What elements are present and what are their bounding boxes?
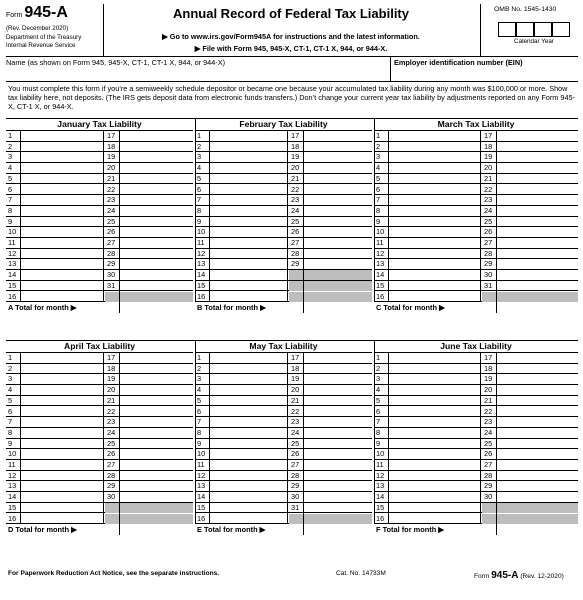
month-block-2	[195, 119, 372, 314]
day-number: 5	[376, 395, 381, 405]
day-number: 5	[376, 173, 381, 183]
day-number: 9	[8, 438, 13, 448]
calendar-year-box[interactable]	[498, 22, 570, 45]
form-header	[6, 4, 578, 56]
day-number: 7	[8, 195, 13, 205]
month-title: February Tax Liability	[195, 119, 372, 131]
day-number: 24	[291, 205, 300, 215]
day-number: 24	[484, 427, 493, 437]
day-number: 12	[197, 248, 206, 258]
day-number: 4	[376, 163, 381, 173]
day-number: 24	[484, 205, 493, 215]
day-number: 14	[376, 270, 385, 280]
day-number: 26	[484, 227, 493, 237]
total-for-month-label: F Total for month ▶	[376, 525, 444, 535]
day-number: 10	[8, 449, 17, 459]
day-number: 1	[8, 353, 13, 362]
day-number: 19	[484, 374, 493, 384]
year-digit-3[interactable]	[534, 22, 552, 37]
day-number: 2	[197, 141, 202, 151]
column-line	[287, 353, 288, 524]
day-number: 16	[8, 291, 17, 301]
column-line	[480, 131, 481, 302]
day-number: 5	[8, 173, 13, 183]
calendar-year-label: Calendar Year	[498, 36, 570, 45]
day-number: 11	[8, 460, 16, 469]
day-number: 22	[107, 184, 116, 194]
footer-form-number: Form 945-A (Rev. 12-2020)	[474, 570, 564, 581]
day-number: 13	[376, 259, 385, 269]
day-number: 29	[107, 481, 116, 491]
day-number: 27	[291, 460, 300, 469]
column-line	[287, 131, 288, 302]
department-label: Department of the Treasury Internal Revenue Service	[6, 34, 82, 49]
day-number: 12	[8, 248, 17, 258]
month-title: January Tax Liability	[6, 119, 193, 131]
day-number: 11	[197, 238, 205, 247]
day-number: 29	[291, 259, 300, 269]
day-number: 23	[484, 195, 493, 205]
day-number: 31	[484, 280, 493, 290]
day-number: 26	[291, 227, 300, 237]
total-for-month-field[interactable]	[119, 302, 193, 313]
day-number: 17	[484, 353, 493, 362]
total-for-month-label: E Total for month ▶	[197, 525, 266, 535]
day-number: 6	[376, 184, 381, 194]
day-number: 21	[484, 173, 493, 183]
month-block-3	[374, 119, 578, 314]
day-number: 11	[376, 460, 384, 469]
day-number: 3	[376, 374, 381, 384]
day-number: 14	[376, 492, 385, 502]
day-number: 13	[197, 481, 206, 491]
day-number: 2	[8, 141, 13, 151]
day-number: 11	[8, 238, 16, 247]
day-number: 14	[8, 492, 17, 502]
day-number: 15	[376, 280, 385, 290]
day-number: 29	[107, 259, 116, 269]
day-number: 7	[8, 417, 13, 427]
day-number: 30	[107, 492, 116, 502]
month-title: March Tax Liability	[374, 119, 578, 131]
day-number: 27	[107, 460, 116, 469]
day-number: 8	[8, 427, 13, 437]
day-number: 20	[484, 163, 493, 173]
day-number: 13	[8, 481, 17, 491]
day-number: 23	[107, 417, 116, 427]
day-number: 25	[484, 216, 493, 226]
day-number: 20	[484, 385, 493, 395]
day-number: 28	[107, 248, 116, 258]
month-title: June Tax Liability	[374, 341, 578, 353]
day-number: 2	[376, 141, 381, 151]
day-number: 1	[197, 353, 202, 362]
amount-column-2[interactable]	[304, 353, 371, 524]
day-number: 20	[291, 385, 300, 395]
day-number: 6	[197, 406, 202, 416]
day-number: 30	[107, 270, 116, 280]
total-for-month-label: B Total for month ▶	[197, 303, 266, 313]
day-number: 2	[376, 363, 381, 373]
day-number: 30	[291, 492, 300, 502]
day-number: 5	[197, 395, 202, 405]
amount-column-2[interactable]	[120, 353, 192, 524]
day-number: 26	[107, 227, 116, 237]
day-number: 9	[376, 216, 381, 226]
amount-column-1[interactable]	[389, 353, 479, 524]
day-number: 5	[8, 395, 13, 405]
day-number: 3	[8, 374, 13, 384]
day-number: 25	[107, 216, 116, 226]
day-number: 23	[484, 417, 493, 427]
day-number: 20	[291, 163, 300, 173]
day-number: 18	[484, 141, 493, 151]
day-number: 28	[291, 470, 300, 480]
total-for-month-field[interactable]	[496, 302, 578, 313]
day-number: 7	[197, 195, 202, 205]
day-number: 18	[107, 141, 116, 151]
form-title: Annual Record of Federal Tax Liability	[173, 6, 409, 21]
day-number: 12	[376, 470, 385, 480]
day-number: 3	[376, 152, 381, 162]
day-number: 7	[376, 417, 381, 427]
month-block-5	[195, 341, 372, 536]
day-number: 26	[291, 449, 300, 459]
amount-column-1[interactable]	[21, 353, 102, 524]
day-number: 16	[197, 513, 206, 523]
day-number: 23	[107, 195, 116, 205]
amount-column-2[interactable]	[497, 353, 577, 524]
day-number: 2	[197, 363, 202, 373]
day-number: 18	[484, 363, 493, 373]
day-number: 11	[376, 238, 384, 247]
day-number: 8	[376, 427, 381, 437]
day-number: 28	[107, 470, 116, 480]
column-line	[480, 353, 481, 524]
day-number: 12	[8, 470, 17, 480]
day-number: 22	[107, 406, 116, 416]
day-number: 21	[107, 173, 116, 183]
instruction-file-with: ▶ File with Form 945, 945-X, CT-1, CT-1 X, 944, or 944-X.	[194, 44, 388, 53]
day-number: 17	[484, 131, 493, 140]
day-number: 4	[376, 385, 381, 395]
day-number: 15	[8, 280, 17, 290]
column-line	[103, 353, 104, 524]
paperwork-notice: For Paperwork Reduction Act Notice, see the separate instructions.	[8, 570, 220, 577]
day-number: 21	[291, 395, 300, 405]
day-number: 16	[8, 513, 17, 523]
day-number: 8	[8, 205, 13, 215]
day-number: 18	[291, 363, 300, 373]
day-number: 19	[107, 374, 116, 384]
day-number: 20	[107, 163, 116, 173]
amount-column-2[interactable]	[304, 131, 371, 302]
day-number: 12	[197, 470, 206, 480]
day-number: 26	[484, 449, 493, 459]
day-number: 19	[484, 152, 493, 162]
day-number: 25	[107, 438, 116, 448]
day-number: 15	[376, 502, 385, 512]
day-number: 29	[484, 481, 493, 491]
day-number: 4	[8, 163, 13, 173]
catalog-number: Cat. No. 14733M	[336, 570, 386, 577]
day-number: 25	[291, 216, 300, 226]
day-number: 29	[484, 259, 493, 269]
day-number: 9	[197, 216, 202, 226]
day-number: 1	[8, 131, 13, 140]
day-number: 23	[291, 417, 300, 427]
day-number: 28	[291, 248, 300, 258]
day-number: 17	[107, 131, 116, 140]
day-number: 10	[197, 449, 206, 459]
day-number: 24	[107, 205, 116, 215]
form-number: Form 945-A	[6, 4, 68, 21]
day-number: 10	[376, 227, 385, 237]
day-number: 21	[291, 173, 300, 183]
day-number: 9	[197, 438, 202, 448]
day-number: 30	[484, 270, 493, 280]
day-number: 6	[8, 406, 13, 416]
day-number: 14	[197, 492, 206, 502]
day-number: 8	[197, 205, 202, 215]
day-number: 14	[197, 270, 206, 280]
amount-column-2[interactable]	[120, 131, 192, 302]
day-number: 28	[484, 470, 493, 480]
day-number: 4	[197, 163, 202, 173]
day-number: 31	[291, 502, 300, 512]
day-number: 10	[8, 227, 17, 237]
month-title: April Tax Liability	[6, 341, 193, 353]
day-number: 17	[291, 131, 300, 140]
day-number: 6	[197, 184, 202, 194]
day-number: 31	[107, 280, 116, 290]
day-number: 1	[376, 353, 381, 362]
total-for-month-field[interactable]	[303, 302, 372, 313]
day-number: 22	[291, 406, 300, 416]
day-number: 14	[8, 270, 17, 280]
year-digit-1[interactable]	[498, 22, 516, 37]
day-number: 3	[197, 152, 202, 162]
amount-column-1[interactable]	[210, 353, 286, 524]
day-number: 15	[197, 502, 206, 512]
name-ein-row	[6, 56, 578, 82]
instructions-notice: You must complete this form if you’re a semiweekly schedule depositor or became one because your accumulated tax liability during any month was $100,000 or more. Show tax liability here, not deposits. (The IRS gets deposit data from electronic funds transfers.) Don’t change your current year tax liability by adjustments reported on any Form 945-X, CT-1 X, or 944-X.	[8, 84, 575, 111]
day-number: 2	[8, 363, 13, 373]
day-number: 21	[107, 395, 116, 405]
year-digit-4[interactable]	[552, 22, 570, 37]
day-number: 3	[197, 374, 202, 384]
day-number: 16	[197, 291, 206, 301]
day-number: 20	[107, 385, 116, 395]
amount-column-2[interactable]	[497, 131, 577, 302]
day-number: 17	[291, 353, 300, 362]
month-block-4	[6, 341, 193, 536]
day-number: 29	[291, 481, 300, 491]
day-number: 6	[8, 184, 13, 194]
day-number: 24	[107, 427, 116, 437]
day-number: 8	[376, 205, 381, 215]
day-number: 17	[107, 353, 116, 362]
day-number: 9	[8, 216, 13, 226]
column-line	[103, 131, 104, 302]
total-for-month-label: C Total for month ▶	[376, 303, 445, 313]
total-for-month-field[interactable]	[496, 524, 578, 535]
day-number: 22	[484, 184, 493, 194]
day-number: 27	[291, 238, 300, 247]
day-number: 7	[376, 195, 381, 205]
year-digit-2[interactable]	[516, 22, 534, 37]
day-number: 16	[376, 291, 385, 301]
day-number: 11	[197, 460, 205, 469]
day-number: 3	[8, 152, 13, 162]
amount-column-1[interactable]	[389, 131, 479, 302]
day-number: 13	[376, 481, 385, 491]
total-for-month-field[interactable]	[119, 524, 193, 535]
day-number: 27	[107, 238, 116, 247]
day-number: 10	[376, 449, 385, 459]
day-number: 7	[197, 417, 202, 427]
form-revision: (Rev. December 2020)	[6, 25, 69, 32]
day-number: 15	[8, 502, 17, 512]
day-number: 22	[291, 184, 300, 194]
total-for-month-field[interactable]	[303, 524, 372, 535]
instruction-website: ▶ Go to www.irs.gov/Form945A for instructions and the latest information.	[162, 32, 420, 41]
amount-column-1[interactable]	[21, 131, 102, 302]
day-number: 6	[376, 406, 381, 416]
day-number: 28	[484, 248, 493, 258]
form-footer	[8, 569, 574, 583]
day-number: 30	[484, 492, 493, 502]
day-number: 8	[197, 427, 202, 437]
day-number: 1	[376, 131, 381, 140]
day-number: 27	[484, 460, 493, 469]
ein-field[interactable]: Employer identification number (EIN)	[394, 58, 523, 67]
day-number: 16	[376, 513, 385, 523]
day-number: 22	[484, 406, 493, 416]
omb-number: OMB No. 1545-1430	[494, 6, 557, 13]
name-field[interactable]: Name (as shown on Form 945, 945-X, CT-1, CT-1 X, 944, or 944-X)	[6, 58, 225, 67]
day-number: 27	[484, 238, 493, 247]
day-number: 15	[197, 280, 206, 290]
month-block-6	[374, 341, 578, 536]
day-number: 9	[376, 438, 381, 448]
day-number: 12	[376, 248, 385, 258]
day-number: 5	[197, 173, 202, 183]
day-number: 21	[484, 395, 493, 405]
total-for-month-label: D Total for month ▶	[8, 525, 77, 535]
day-number: 4	[8, 385, 13, 395]
day-number: 23	[291, 195, 300, 205]
day-number: 25	[484, 438, 493, 448]
month-title: May Tax Liability	[195, 341, 372, 353]
day-number: 19	[107, 152, 116, 162]
day-number: 26	[107, 449, 116, 459]
day-number: 18	[291, 141, 300, 151]
month-block-1	[6, 119, 193, 314]
day-number: 4	[197, 385, 202, 395]
day-number: 19	[291, 374, 300, 384]
day-number: 13	[197, 259, 206, 269]
day-number: 18	[107, 363, 116, 373]
day-number: 24	[291, 427, 300, 437]
day-number: 19	[291, 152, 300, 162]
day-number: 13	[8, 259, 17, 269]
amount-column-1[interactable]	[210, 131, 286, 302]
day-number: 25	[291, 438, 300, 448]
day-number: 1	[197, 131, 202, 140]
day-number: 10	[197, 227, 206, 237]
total-for-month-label: A Total for month ▶	[8, 303, 77, 313]
